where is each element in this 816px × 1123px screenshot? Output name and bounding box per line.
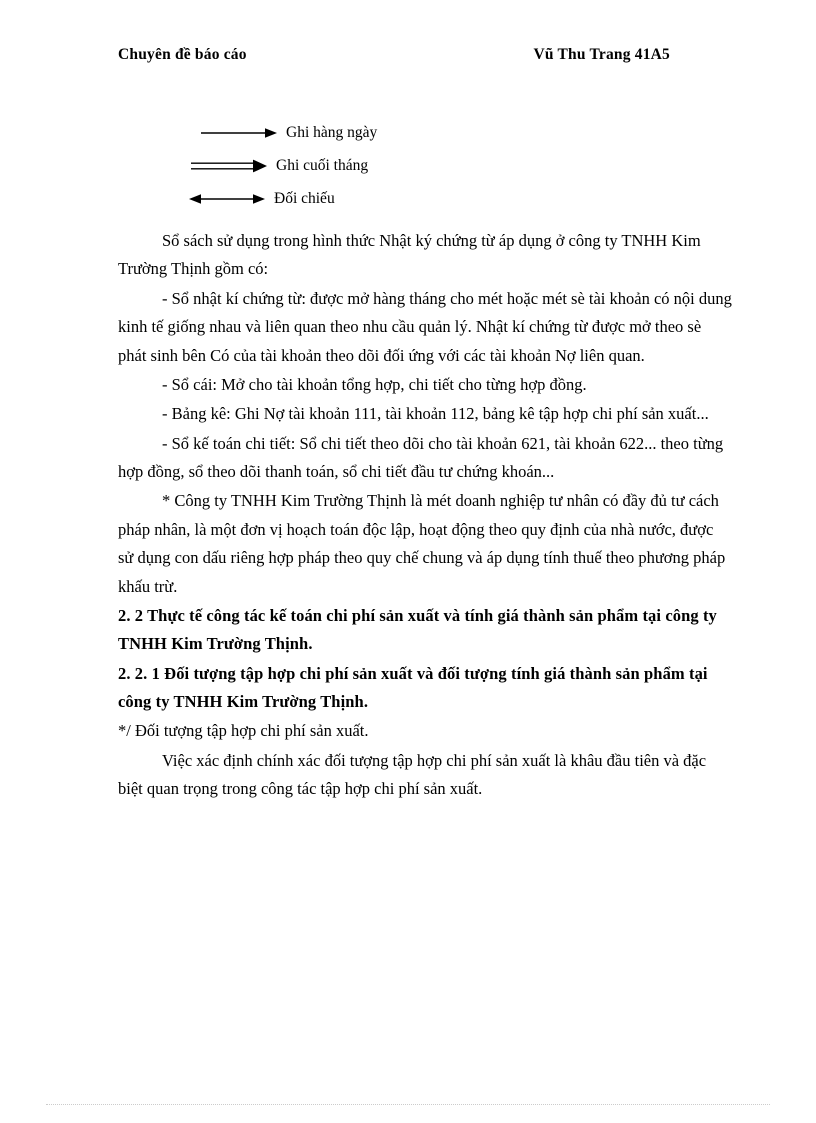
- legend-item-label: Đối chiếu: [274, 189, 335, 207]
- legend-item: [198, 116, 732, 149]
- legend-item-label: Ghi hàng ngày: [286, 123, 378, 141]
- legend-item-label: Ghi cuối tháng: [276, 156, 369, 174]
- paragraph-bang-ke: - Bảng kê: Ghi Nợ tài khoản 111, tài khoản 112, bảng kê tập hợp chi phí sản xuất...: [162, 404, 709, 424]
- page-header: [118, 46, 732, 64]
- arrow-double-right-icon: [188, 158, 270, 174]
- paragraph-so-sach: Sổ sách sử dụng trong hình thức Nhật ký chứng từ áp dụng ở công ty TNHH Kim Trường Thịnh gồm có:: [118, 231, 701, 279]
- paragraph-viec-xac-dinh: Việc xác định chính xác đối tượng tập hợp chi phí sản xuất là khâu đầu tiên và đặc biệt quan trọng trong công tác tập hợp chi phí sản xuất.: [118, 750, 707, 799]
- header-right-text: Vũ Thu Trang 41A5: [533, 46, 670, 63]
- arrow-single-right-icon: [198, 126, 280, 140]
- document-body: [118, 227, 732, 804]
- arrow-double-headed-icon: [186, 192, 268, 206]
- footer-divider: [46, 1104, 770, 1105]
- paragraph-cong-ty-gioi-thieu: * Công ty TNHH Kim Trường Thịnh là mét doanh nghiệp tư nhân có đầy đủ tư cách pháp nhân, là một đơn vị hoạch toán độc lập, hoạt động theo quy định của nhà nước, được sử dụng con dấu riêng hợp pháp theo quy chế chung và áp dụng tính thuế theo phương pháp khấu trừ.: [118, 491, 726, 596]
- heading-2-2-1: 2. 2. 1 Đối tượng tập hợp chi phí sản xuất và đối tượng tính giá thành sản phẩm tại công ty TNHH Kim Trường Thịnh.: [118, 663, 708, 711]
- legend-item: [198, 182, 732, 215]
- paragraph-so-ke-toan-chi-tiet: - Sổ kế toán chi tiết: Sổ chi tiết theo dõi cho tài khoản 621, tài khoản 622... theo từng hợp đồng, sổ theo dõi thanh toán, sổ chi tiết đầu tư chứng khoán...: [118, 433, 724, 481]
- paragraph-so-nhat-ki: - Sổ nhật kí chứng từ: được mở hàng tháng cho mét hoặc mét sè tài khoản có nội dung kinh tế giống nhau và liên quan theo nhu cầu quản lý. Nhật kí chứng từ được mở theo sè phát sinh bên Có của tài khoản theo dõi đối ứng với các tài khoản Nợ liên quan.: [118, 288, 732, 365]
- paragraph-doi-tuong-tap-hop: */ Đối tượng tập hợp chi phí sản xuất.: [118, 721, 369, 741]
- paragraph-so-cai: - Sổ cái: Mở cho tài khoản tổng hợp, chi tiết cho từng hợp đồng.: [162, 374, 587, 394]
- legend-item: [198, 149, 732, 182]
- heading-2-2: 2. 2 Thực tế công tác kế toán chi phí sản xuất và tính giá thành sản phẩm tại công ty TNHH Kim Trường Thịnh.: [118, 605, 717, 654]
- header-left-text: Chuyên đề báo cáo: [118, 46, 247, 63]
- legend-block: [198, 116, 732, 215]
